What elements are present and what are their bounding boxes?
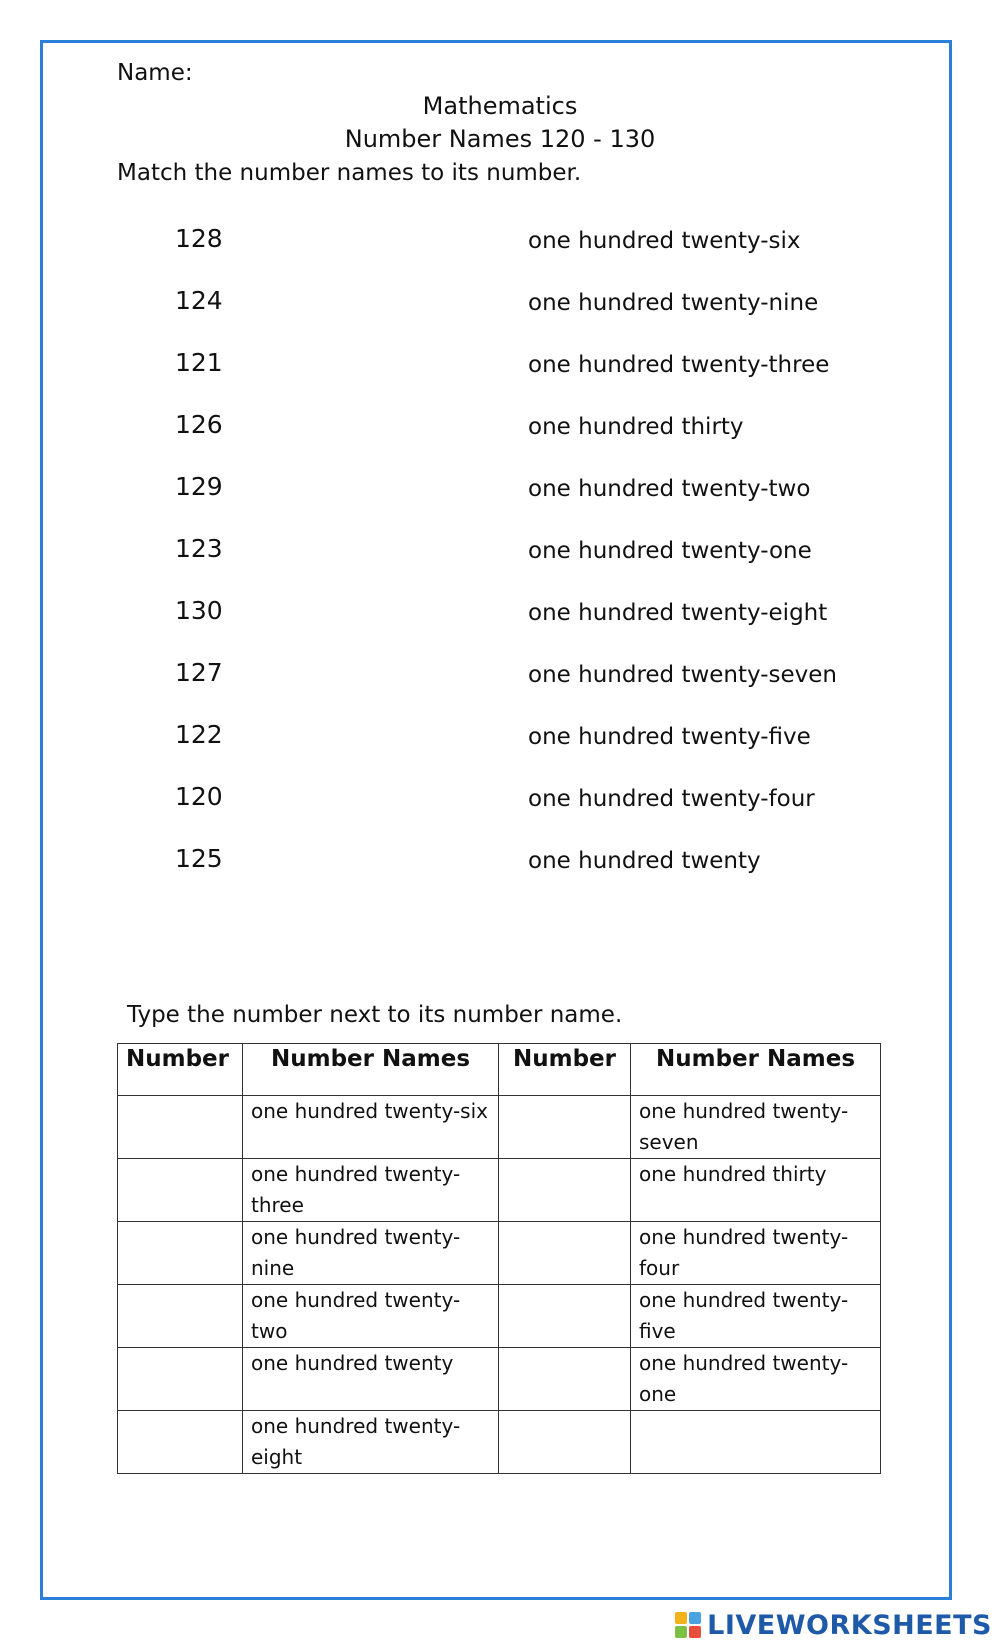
number-name-cell: one hundred twenty-eight [243, 1411, 499, 1474]
column-header-number: Number [499, 1044, 631, 1096]
number-name-cell: one hundred twenty-five [631, 1285, 881, 1348]
match-name[interactable]: one hundred twenty-three [528, 352, 830, 378]
match-name[interactable]: one hundred twenty-two [528, 476, 811, 502]
column-header-number-names: Number Names [631, 1044, 881, 1096]
number-answer-cell[interactable] [118, 1096, 243, 1159]
match-name[interactable]: one hundred thirty [528, 414, 744, 440]
match-instruction: Match the number names to its number. [117, 160, 582, 186]
match-number[interactable]: 121 [175, 348, 223, 377]
table-header-row [118, 1044, 881, 1096]
number-name-cell [631, 1411, 881, 1474]
logo-text: LIVEWORKSHEETS [707, 1609, 992, 1641]
match-name[interactable]: one hundred twenty-six [528, 228, 801, 254]
match-number[interactable]: 123 [175, 534, 223, 563]
match-number[interactable]: 124 [175, 286, 223, 315]
table-row [118, 1411, 881, 1474]
match-number[interactable]: 127 [175, 658, 223, 687]
table-row [118, 1096, 881, 1159]
match-name[interactable]: one hundred twenty-four [528, 786, 815, 812]
number-answer-cell[interactable] [499, 1159, 631, 1222]
table-row [118, 1348, 881, 1411]
match-name[interactable]: one hundred twenty-nine [528, 290, 819, 316]
column-header-number: Number [118, 1044, 243, 1096]
number-answer-cell[interactable] [499, 1411, 631, 1474]
match-name[interactable]: one hundred twenty-eight [528, 600, 828, 626]
subject-title: Mathematics [422, 92, 578, 120]
table-row [118, 1159, 881, 1222]
name-label: Name: [117, 60, 193, 86]
worksheet-subtitle: Number Names 120 - 130 [344, 125, 656, 153]
match-number[interactable]: 129 [175, 472, 223, 501]
number-answer-cell[interactable] [499, 1222, 631, 1285]
table-row [118, 1285, 881, 1348]
number-name-cell: one hundred twenty-six [243, 1096, 499, 1159]
number-name-cell: one hundred twenty-two [243, 1285, 499, 1348]
match-number[interactable]: 130 [175, 596, 223, 625]
type-instruction: Type the number next to its number name. [127, 1002, 623, 1028]
number-answer-cell[interactable] [118, 1348, 243, 1411]
answer-table [117, 1043, 881, 1474]
number-answer-cell[interactable] [499, 1096, 631, 1159]
number-name-cell: one hundred twenty-four [631, 1222, 881, 1285]
match-number[interactable]: 126 [175, 410, 223, 439]
number-answer-cell[interactable] [118, 1411, 243, 1474]
number-answer-cell[interactable] [118, 1285, 243, 1348]
match-number[interactable]: 122 [175, 720, 223, 749]
number-answer-cell[interactable] [118, 1159, 243, 1222]
liveworksheets-logo-icon [675, 1612, 703, 1638]
table-row [118, 1222, 881, 1285]
match-name[interactable]: one hundred twenty [528, 848, 761, 874]
number-name-cell: one hundred twenty [243, 1348, 499, 1411]
match-number[interactable]: 128 [175, 224, 223, 253]
number-name-cell: one hundred twenty-nine [243, 1222, 499, 1285]
match-name[interactable]: one hundred twenty-seven [528, 662, 838, 688]
number-name-cell: one hundred twenty-seven [631, 1096, 881, 1159]
match-name[interactable]: one hundred twenty-one [528, 538, 812, 564]
number-answer-cell[interactable] [499, 1348, 631, 1411]
liveworksheets-logo [675, 1610, 992, 1640]
column-header-number-names: Number Names [243, 1044, 499, 1096]
number-name-cell: one hundred thirty [631, 1159, 881, 1222]
number-name-cell: one hundred twenty-one [631, 1348, 881, 1411]
match-number[interactable]: 125 [175, 844, 223, 873]
match-number[interactable]: 120 [175, 782, 223, 811]
number-answer-cell[interactable] [499, 1285, 631, 1348]
number-answer-cell[interactable] [118, 1222, 243, 1285]
number-name-cell: one hundred twenty-three [243, 1159, 499, 1222]
match-name[interactable]: one hundred twenty-five [528, 724, 811, 750]
